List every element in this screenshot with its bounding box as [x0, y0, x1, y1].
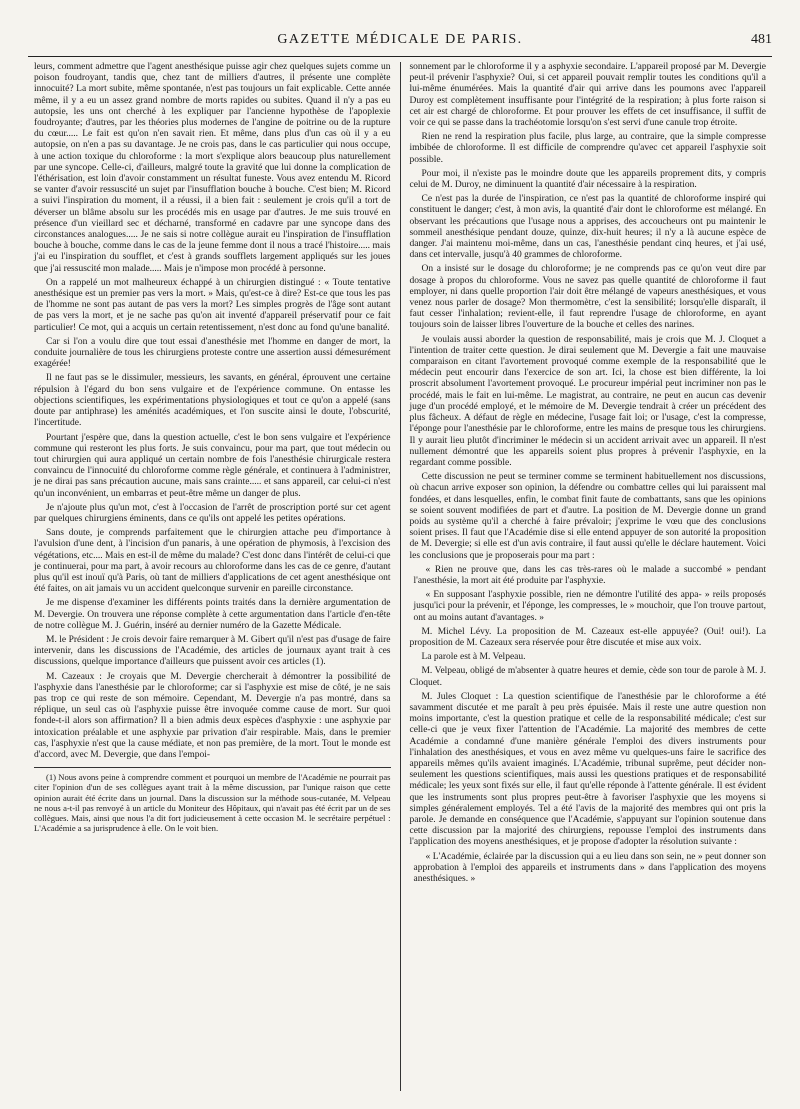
paragraph: On a rappelé un mot malheureux échappé à un chirurgien distingué : « Toute tentative anesthésique est un premier pas vers la mort. » Mais, qu'est-ce à dire? Est-ce que tous les pas de l'homme ne sont pas autant de pas vers la mort? Les simples progrès de l'âge sont autant de pas vers la mort, et je ne sache pas qu'on ait inventé d'appareil préservatif pour ce fait particulier! Ce mot, qui a acquis un certain retentissement, n'est donc au fond qu'une banalité.	[34, 277, 391, 333]
paragraph: Rien ne rend la respiration plus facile, plus large, au contraire, que la simple compresse imbibée de chloroforme. Il est difficile de comprendre qu'avec cet appareil l'asphyxie soit possible.	[409, 132, 766, 165]
column-divider	[400, 62, 401, 1091]
quoted-conclusion: « Rien ne prouve que, dans les cas très-rares où le malade a succombé » pendant l'anesthésie, la mort ait été produite par l'asphyxie.	[413, 564, 766, 586]
footnote-separator	[34, 767, 391, 768]
text-columns	[28, 62, 772, 1091]
paragraph: Ce n'est pas la durée de l'inspiration, ce n'est pas la quantité de chloroforme inspiré qui constituent le danger; c'est, à mon avis, la quantité d'air dont le chloroforme est mélangé. En observant les précautions que l'usage nous a apprises, des accoucheurs ont pu maintenir le sommeil anesthésique pendant douze, quinze, dix-huit heures; il n'y a là aucune espèce de danger. J'ai maintenu moi-même, dans un cas, l'anesthésie pendant cinq heures, et j'ai usé, dans cet intervalle, jusqu'à 40 grammes de chloroforme.	[409, 194, 766, 261]
paragraph: Pourtant j'espère que, dans la question actuelle, c'est le bon sens vulgaire et l'expérience commune qui resteront les plus forts. Je suis convaincu, pour ma part, que tout médecin ou tout chirurgien qui aura appliqué un certain nombre de fois l'anesthésie chirurgicale restera convaincu de l'innocuité du chloroforme comme règle générale, et continuera à l'administrer, je ne dirai pas sans précaution aucune, mais sans crainte..... et sans appareil, car celui-ci n'est qu'un inconvénient, un embarras et peut-être même un danger de plus.	[34, 432, 391, 499]
paragraph: Il ne faut pas se le dissimuler, messieurs, les savants, en général, éprouvent une certaine répulsion à l'égard du bon sens vulgaire et de l'expérience commune. On entasse les objections scientifiques, les expérimentations physiologiques et tout ce qu'on a appelé (sans doute par antiphrase) les aménités académiques, et l'on suscite ainsi le doute, l'obscurité, l'incertitude.	[34, 373, 391, 429]
paragraph: Je n'ajoute plus qu'un mot, c'est à l'occasion de l'arrêt de proscription porté sur cet agent par quelques chirurgiens éminents, dans ce qu'ils ont appelé les petites opérations.	[34, 502, 391, 524]
quoted-conclusion: « En supposant l'asphyxie possible, rien ne démontre l'utilité des appa- » reils proposés jusqu'ici pour la prévenir, et l'éponge, les compresses, le » mouchoir, que l'on trouve partout, ont au moins autant d'avantages. »	[413, 590, 766, 623]
paragraph: M. Velpeau, obligé de m'absenter à quatre heures et demie, cède son tour de parole à M. J. Cloquet.	[409, 666, 766, 688]
paragraph: Je voulais aussi aborder la question de responsabilité, mais je crois que M. J. Cloquet a l'intention de traiter cette question. Je dirai seulement que M. Devergie a fait une mauvaise comparaison en citant l'avortement provoqué comme exemple de la responsabilité que le médecin peut encourir dans l'exercice de son art. Ici, la chose est bien différente, la loi proscrit absolument l'avortement provoqué. Le procureur impérial peut incriminer non pas le procédé, mais le fait en lui-même. Le magistrat, au contraire, ne peut en aucun cas devenir juge d'un procédé employé, et le mémoire de M. Devergie tendrait à créer un précédent des plus fâcheux. A défaut de règle en médecine, l'usage fait loi; or l'usage, c'est la compresse, l'éponge pour l'anesthésie par le chloroforme, entre les mains de presque tous les chirurgiens. Il y aurait lieu plutôt d'incriminer le médecin si un accident arrivait avec un appareil. Il n'est nullement démontré que les appareils soient plus propres à prévenir l'asphyxie, en la regardant comme possible.	[409, 334, 766, 468]
paragraph: M. le Président : Je crois devoir faire remarquer à M. Gibert qu'il n'est pas d'usage de faire intervenir, dans les discussions de l'Académie, des articles de journaux ayant trait à ces discussions, quelque importance d'ailleurs que puissent avoir ces articles (1).	[34, 634, 391, 668]
paragraph: Je me dispense d'examiner les différents points traités dans la dernière argumentation de M. Devergie. On trouvera une réponse complète à cette argumentation dans l'article d'en-tête de notre collègue M. J. Guérin, inséré au dernier numéro de la Gazette Médicale.	[34, 598, 391, 631]
paragraph: Car si l'on a voulu dire que tout essai d'anesthésie met l'homme en danger de mort, la conduite journalière de tous les chirurgiens proteste contre une assertion aussi démesurément exagérée!	[34, 336, 391, 370]
journal-title: GAZETTE MÉDICALE DE PARIS.	[277, 32, 523, 47]
paragraph: M. Jules Cloquet : La question scientifique de l'anesthésie par le chloroforme a été savamment discutée et me paraît à peu près épuisée. Mais il reste une autre question non moins importante, c'est la question pratique et celle de la responsabilité médicale; c'est sur celle-ci que je veux fixer l'attention de l'Académie. La majorité des membres de cette Académie a condamné d'une manière générale l'emploi des divers instruments pour l'inhalation des anesthésiques, et vous en avez même vu quelques-uns faire le sacrifice des appareils mêmes qu'ils avaient imaginés. L'Académie, tribunal suprême, peut décider non-seulement les questions scientifiques, mais aussi les questions pratiques et de responsabilité médicale; les yeux sont fixés sur elle, il faut qu'elle réponde à l'attente générale. Il est évident que les instruments sont plus propres peut-être à favoriser l'asphyxie que les moyens si simples généralement employés. Tel a été l'avis de la majorité des membres qui ont pris la parole. Je demande en conséquence que l'Académie, s'appuyant sur l'opinion soutenue dans cette discussion par la majorité des chirurgiens, repousse l'emploi des instruments dans l'application des moyens anesthésiques, et je propose d'adopter la résolution suivante :	[409, 691, 766, 848]
left-column	[28, 62, 397, 1091]
paragraph: M. Cazeaux : Je croyais que M. Devergie chercherait à démontrer la possibilité de l'asphyxie dans l'anesthésie par le chloroforme; car si l'asphyxie est mise de côté, je ne sais pas trop ce qui reste de son mémoire. Cependant, M. Devergie n'a pas montré, dans sa réplique, un seul cas où l'asphyxie puisse être invoquée comme cause de mort. Sur quoi fonde-t-il alors son affirmation? Il a bien admis deux espèces d'asphyxie : une asphyxie par intoxication préalable et une asphyxie par privation d'air respirable. Mais, dans le premier cas, l'asphyxie n'est que la cause médiate, et non pas première, de la mort. Tout le monde est d'accord, avec M. Devergie, que dans l'empoi-	[34, 671, 391, 760]
paragraph: M. Michel Lévy. La proposition de M. Cazeaux est-elle appuyée? (Oui! oui!). La proposition de M. Cazeaux sera réservée pour être discutée et mise aux voix.	[409, 626, 766, 648]
paragraph: leurs, comment admettre que l'agent anesthésique puisse agir chez quelques sujets comme un poison foudroyant, tandis que, chez tant de milliers d'autres, il présente une complète innocuité? La mort subite, même spontanée, n'est pas toujours un fait explicable. Cette année même, il y a eu un assez grand nombre de morts rapides ou subites. Quand il n'y a pas eu autopsie, les uns ont cherché à les expliquer par l'ancienne hypothèse de l'apoplexie foudroyante; d'autres, par les théories plus modernes de l'angine de poitrine ou de la rupture du cœur..... Le fait est qu'on n'en savait rien. Et même, dans plus d'un cas où il y a eu autopsie, on n'en a pas su davantage. Je ne crois pas, dans le cas particulier qui nous occupe, à une action toxique du chloroforme : la mort s'explique alors beaucoup plus naturellement par une syncope. Celle-ci, d'ailleurs, malgré toute la gravité que lui donne la complication de l'éthérisation, est loin d'avoir constamment un résultat funeste. Vous avez entendu M. Ricord se vanter d'avoir ressuscité un sujet par l'insufflation bouche à bouche. C'est bien; M. Ricord a suivi l'inspiration du moment, il a réussi, il a bien fait : seulement je crois qu'il a tort de déverser un blâme absolu sur les procédés mis en usage par d'autres. Je me suis trouvé en présence d'un vieillard sec et décharné, transformé en cadavre par une syncope dans des circonstances analogues..... Je ne sais si notre collègue aurait eu l'inspiration de l'insufflation bouche à bouche, comme dans le cas de la jeune femme dont il nous a tracé l'histoire..... mais j'ai eu l'inspiration du soufflet, et c'est à grands soufflets largement appliqués sur les joues que j'ai ressuscité mon malade..... Mais je n'impose mon procédé à personne.	[34, 62, 391, 274]
page-header	[28, 28, 772, 57]
footnote: (1) Nous avons peine à comprendre comment et pourquoi un membre de l'Académie ne pourrait pas citer l'opinion d'un de ses collègues ayant trait à la même discussion, par l'unique raison que cette opinion aurait été écrite dans un journal. Dans la discussion sur la méthode sous-cutanée, M. Velpeau ne nous a-t-il pas renvoyé à un article du Moniteur des Hôpitaux, qui n'avait pas été écrit par un de ses collègues. Mais, ainsi que nous l'a dit fort judicieusement à cette occasion M. le secrétaire perpétuel : L'Académie a sa jurisprudence à elle. On le voit bien.	[34, 772, 391, 834]
paragraph: La parole est à M. Velpeau.	[421, 652, 526, 663]
paragraph: sonnement par le chloroforme il y a asphyxie secondaire. L'appareil proposé par M. Devergie peut-il prévenir l'asphyxie? Oui, si cet appareil pouvait remplir toutes les conditions qu'il a lui-même énumérées. Mais la quantité d'air qui arrive dans les poumons avec l'appareil Duroy est complètement insuffisante pour l'intégrité de la respiration; à plus forte raison si cet air est chargé de chloroforme. Et pour prouver les effets de cet insuffisance, il suffit de voir ce qui se passe dans la trachéotomie lorsqu'on s'est servi d'une canule trop étroite.	[409, 62, 766, 129]
quoted-resolution: « L'Académie, éclairée par la discussion qui a eu lieu dans son sein, ne » peut donner son approbation à l'emploi des appareils et instruments dans » dans l'application des moyens anesthésiques. »	[413, 851, 766, 885]
page-number: 481	[751, 32, 772, 47]
paragraph: Sans doute, je comprends parfaitement que le chirurgien attache peu d'importance à l'avulsion d'une dent, à l'incision d'un panaris, à une opération de phymosis, à l'excision des végétations, etc.... Mais en est-il de même du malade? C'est donc dans l'intérêt de celui-ci que je continuerai, pour ma part, à avoir recours au chloroforme dans les cas de ce genre, d'autant plus qu'il est inouï qu'à Paris, où tant de milliers d'applications de cet agent anesthésique ont été faites, on ait jamais vu un accident quelconque survenir en pareille circonstance.	[34, 528, 391, 595]
paragraph: Pour moi, il n'existe pas le moindre doute que les appareils proprement dits, y compris celui de M. Duroy, ne diminuent la quantité d'air nécessaire à la respiration.	[409, 168, 766, 191]
paragraph: On a insisté sur le dosage du chloroforme; je ne comprends pas ce qu'on veut dire par dosage à propos du chloroforme. Vous ne savez pas quelle quantité de chloroforme il faut employer, ni dans quelle proportion l'air doit être mélangé de vapeurs anesthésiques, et vous venez nous parler de dosage? Mon thermomètre, c'est la sensibilité; lorsqu'elle disparaît, il faut cesser l'inhalation; revient-elle, il faut reprendre l'usage de chloroforme, en ayant toujours soin de laisser libres l'ouverture de la bouche et celles des narines.	[409, 264, 766, 331]
right-column	[403, 62, 772, 1091]
paragraph: Cette discussion ne peut se terminer comme se terminent habituellement nos discussions, où chacun arrive exposer son opinion, la défendre ou combattre celles qui lui paraissent mal fondées, et dans lesquelles, enfin, le combat finit faute de combattants, sans que les opinions se soient souvent modifiées de part et d'autre. La position de M. Devergie donne un grand poids au système qu'il a cherché à faire prévaloir; j'exprime le vœu que des conclusions soient prises. Il faut que l'Académie dise si elle entend appuyer de son autorité la proposition de M. Devergie; si elle est d'un avis contraire, il faut aussi qu'elle le déclare hautement. Voici les conclusions que je proposerais pour ma part :	[409, 472, 766, 561]
